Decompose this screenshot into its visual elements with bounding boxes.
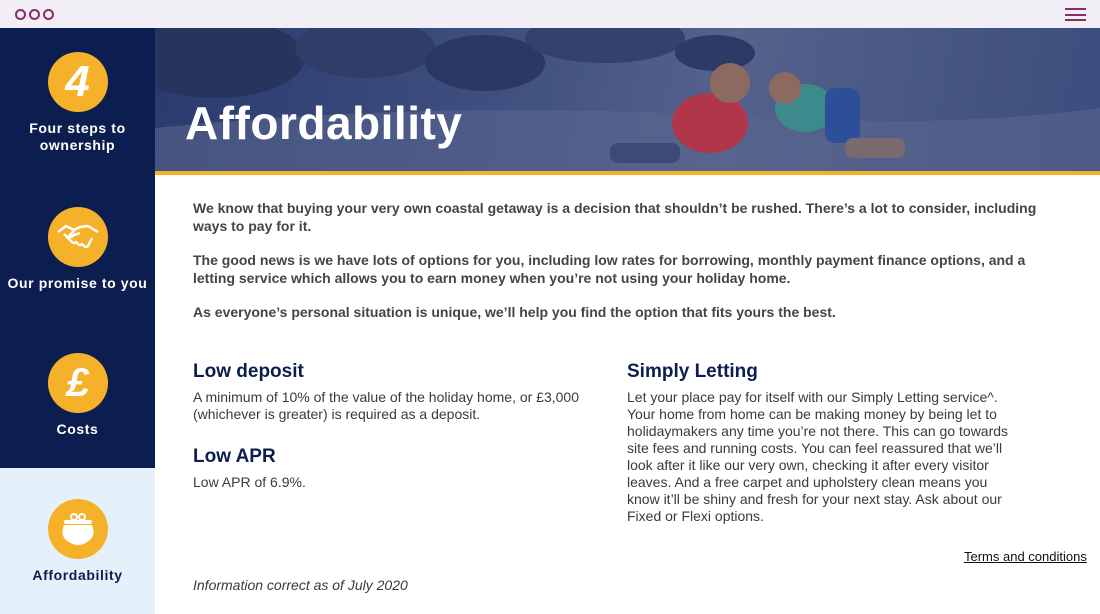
- sidebar-item-label: Our promise to you: [7, 275, 148, 291]
- circle-icon: [15, 9, 26, 20]
- terms-link[interactable]: Terms and conditions: [964, 549, 1087, 564]
- window-dots: [15, 9, 54, 20]
- intro-content: [193, 199, 1063, 337]
- sidebar-item-label: Costs: [56, 421, 99, 437]
- section-heading: Simply Letting: [627, 361, 758, 382]
- sidebar-nav: [0, 28, 155, 614]
- circle-icon: [29, 9, 40, 20]
- hamburger-menu-icon[interactable]: [1065, 8, 1086, 21]
- intro-paragraph: The good news is we have lots of options for you, including low rates for borrowing, monthly payment finance options, and a letting service which allows you to earn money when you’re not using your holiday home.: [193, 252, 1026, 286]
- section-text: Low APR of 6.9%.: [193, 474, 306, 490]
- footnote: Information correct as of July 2020: [193, 577, 408, 593]
- intro-paragraph: As everyone’s personal situation is unique, we’ll help you find the option that fits yours the best.: [193, 304, 836, 320]
- purse-icon: [48, 499, 108, 559]
- sidebar-item-affordability[interactable]: [0, 468, 155, 614]
- section-heading: Low deposit: [193, 361, 304, 382]
- page-title: Affordability: [185, 97, 463, 149]
- sidebar-item-label: Four steps to ownership: [29, 120, 126, 153]
- intro-paragraph: We know that buying your very own coastal getaway is a decision that shouldn’t be rushed. There’s a lot to consider, including ways to pay for it.: [193, 200, 1037, 234]
- sidebar-item-costs[interactable]: [0, 322, 155, 468]
- sidebar-item-four-steps[interactable]: [0, 28, 155, 175]
- top-bar: [0, 0, 1100, 28]
- section-text: Let your place pay for itself with our Simply Letting service^. Your home from home can be making money by being let to holidaymakers any time you’re not there. This can go towards site fees and running costs. You can feel reassured that we’ll look after it like our very own, checking it after every visitor leaves. And a free carpet and upholstery clean means you know it’ll be shiny and fresh for your next stay. Ask about our Fixed or Flexi options.: [627, 389, 1009, 524]
- low-apr-section: [193, 446, 593, 491]
- circle-icon: [43, 9, 54, 20]
- handshake-icon: [48, 207, 108, 267]
- sidebar-item-our-promise[interactable]: [0, 175, 155, 322]
- section-heading: Low APR: [193, 446, 276, 467]
- simply-letting-section: [627, 361, 1012, 525]
- low-deposit-section: [193, 361, 593, 423]
- pound-sign-icon: £: [48, 353, 108, 413]
- accent-divider: [155, 171, 1100, 175]
- section-text: A minimum of 10% of the value of the holiday home, or £3,000 (whichever is greater) is required as a deposit.: [193, 389, 580, 422]
- hero-banner: [155, 28, 1100, 171]
- number-4-icon: 4: [48, 52, 108, 112]
- sidebar-item-label: Affordability: [32, 567, 123, 583]
